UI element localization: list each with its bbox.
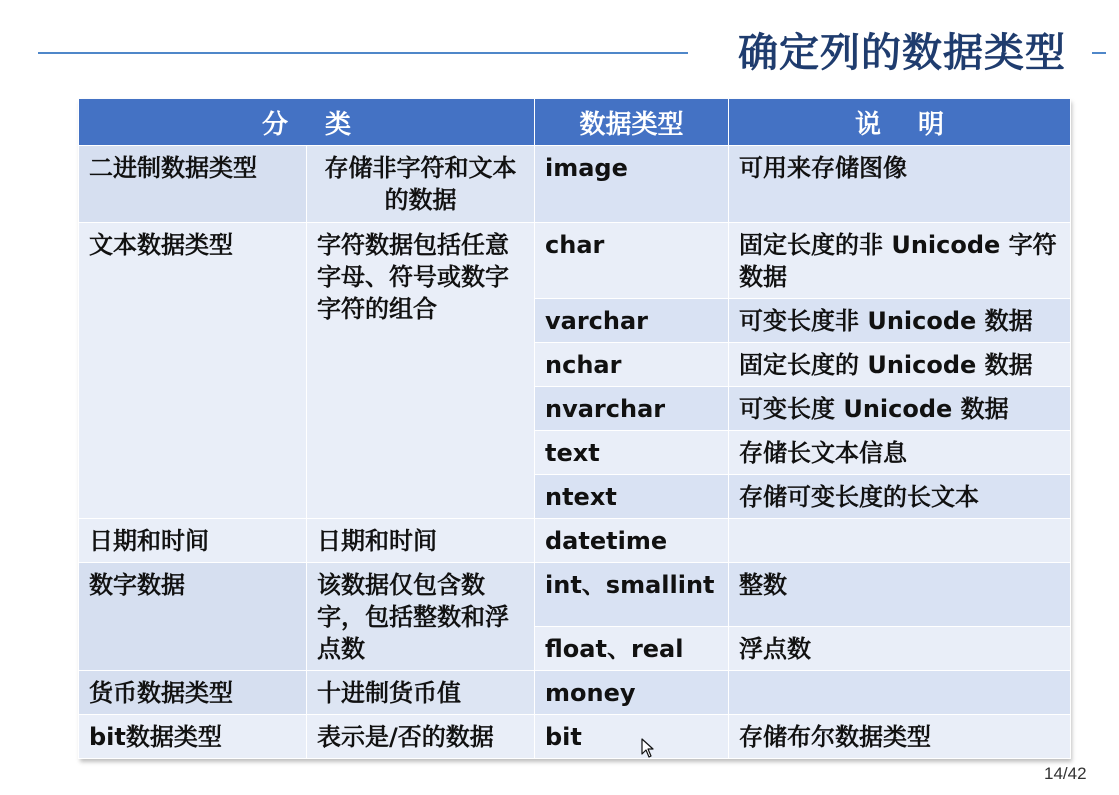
table-row xyxy=(79,563,1071,627)
category-description-cell: 日期和时间 xyxy=(307,519,535,563)
data-type-cell: char xyxy=(535,223,729,299)
category-description-cell: 该数据仅包含数字，包括整数和浮点数 xyxy=(307,563,535,671)
slide-title: 确定列的数据类型 xyxy=(738,30,1066,76)
category-cell: 货币数据类型 xyxy=(79,671,307,715)
table-row xyxy=(79,671,1071,715)
header-description: 说 明 xyxy=(729,99,1071,146)
note-cell: 可变长度非 Unicode 数据 xyxy=(729,299,1071,343)
data-type-cell: ntext xyxy=(535,475,729,519)
category-cell: bit数据类型 xyxy=(79,715,307,759)
data-type-cell: text xyxy=(535,431,729,475)
page-number: 14/42 xyxy=(1044,764,1087,783)
category-cell: 数字数据 xyxy=(79,563,307,671)
note-cell xyxy=(729,671,1071,715)
category-cell: 日期和时间 xyxy=(79,519,307,563)
note-cell: 存储可变长度的长文本 xyxy=(729,475,1071,519)
data-type-cell: image xyxy=(535,146,729,223)
header-category: 分 类 xyxy=(79,99,535,146)
category-description-cell: 字符数据包括任意字母、符号或数字字符的组合 xyxy=(307,223,535,519)
note-cell: 可变长度 Unicode 数据 xyxy=(729,387,1071,431)
table-row xyxy=(79,146,1071,223)
table-row xyxy=(79,715,1071,759)
data-type-cell: datetime xyxy=(535,519,729,563)
note-cell: 存储布尔数据类型 xyxy=(729,715,1071,759)
data-types-table xyxy=(78,99,1070,759)
note-cell: 固定长度的非 Unicode 字符数据 xyxy=(729,223,1071,299)
title-rule-left xyxy=(38,52,688,54)
header-data-type: 数据类型 xyxy=(535,99,729,146)
data-type-cell: varchar xyxy=(535,299,729,343)
note-cell: 浮点数 xyxy=(729,627,1071,671)
table-header-row xyxy=(79,99,1071,146)
data-type-cell: nchar xyxy=(535,343,729,387)
category-cell: 二进制数据类型 xyxy=(79,146,307,223)
note-cell: 固定长度的 Unicode 数据 xyxy=(729,343,1071,387)
note-cell: 存储长文本信息 xyxy=(729,431,1071,475)
data-type-cell: int、smallint xyxy=(535,563,729,627)
title-rule-right xyxy=(1092,52,1106,54)
data-type-cell: nvarchar xyxy=(535,387,729,431)
category-description-cell: 存储非字符和文本的数据 xyxy=(307,146,535,223)
category-cell: 文本数据类型 xyxy=(79,223,307,519)
data-type-cell: float、real xyxy=(535,627,729,671)
note-cell xyxy=(729,519,1071,563)
category-description-cell: 表示是/否的数据 xyxy=(307,715,535,759)
data-type-cell: money xyxy=(535,671,729,715)
note-cell: 可用来存储图像 xyxy=(729,146,1071,223)
table-row xyxy=(79,223,1071,299)
table-row xyxy=(79,519,1071,563)
data-type-cell: bit xyxy=(535,715,729,759)
note-cell: 整数 xyxy=(729,563,1071,627)
category-description-cell: 十进制货币值 xyxy=(307,671,535,715)
